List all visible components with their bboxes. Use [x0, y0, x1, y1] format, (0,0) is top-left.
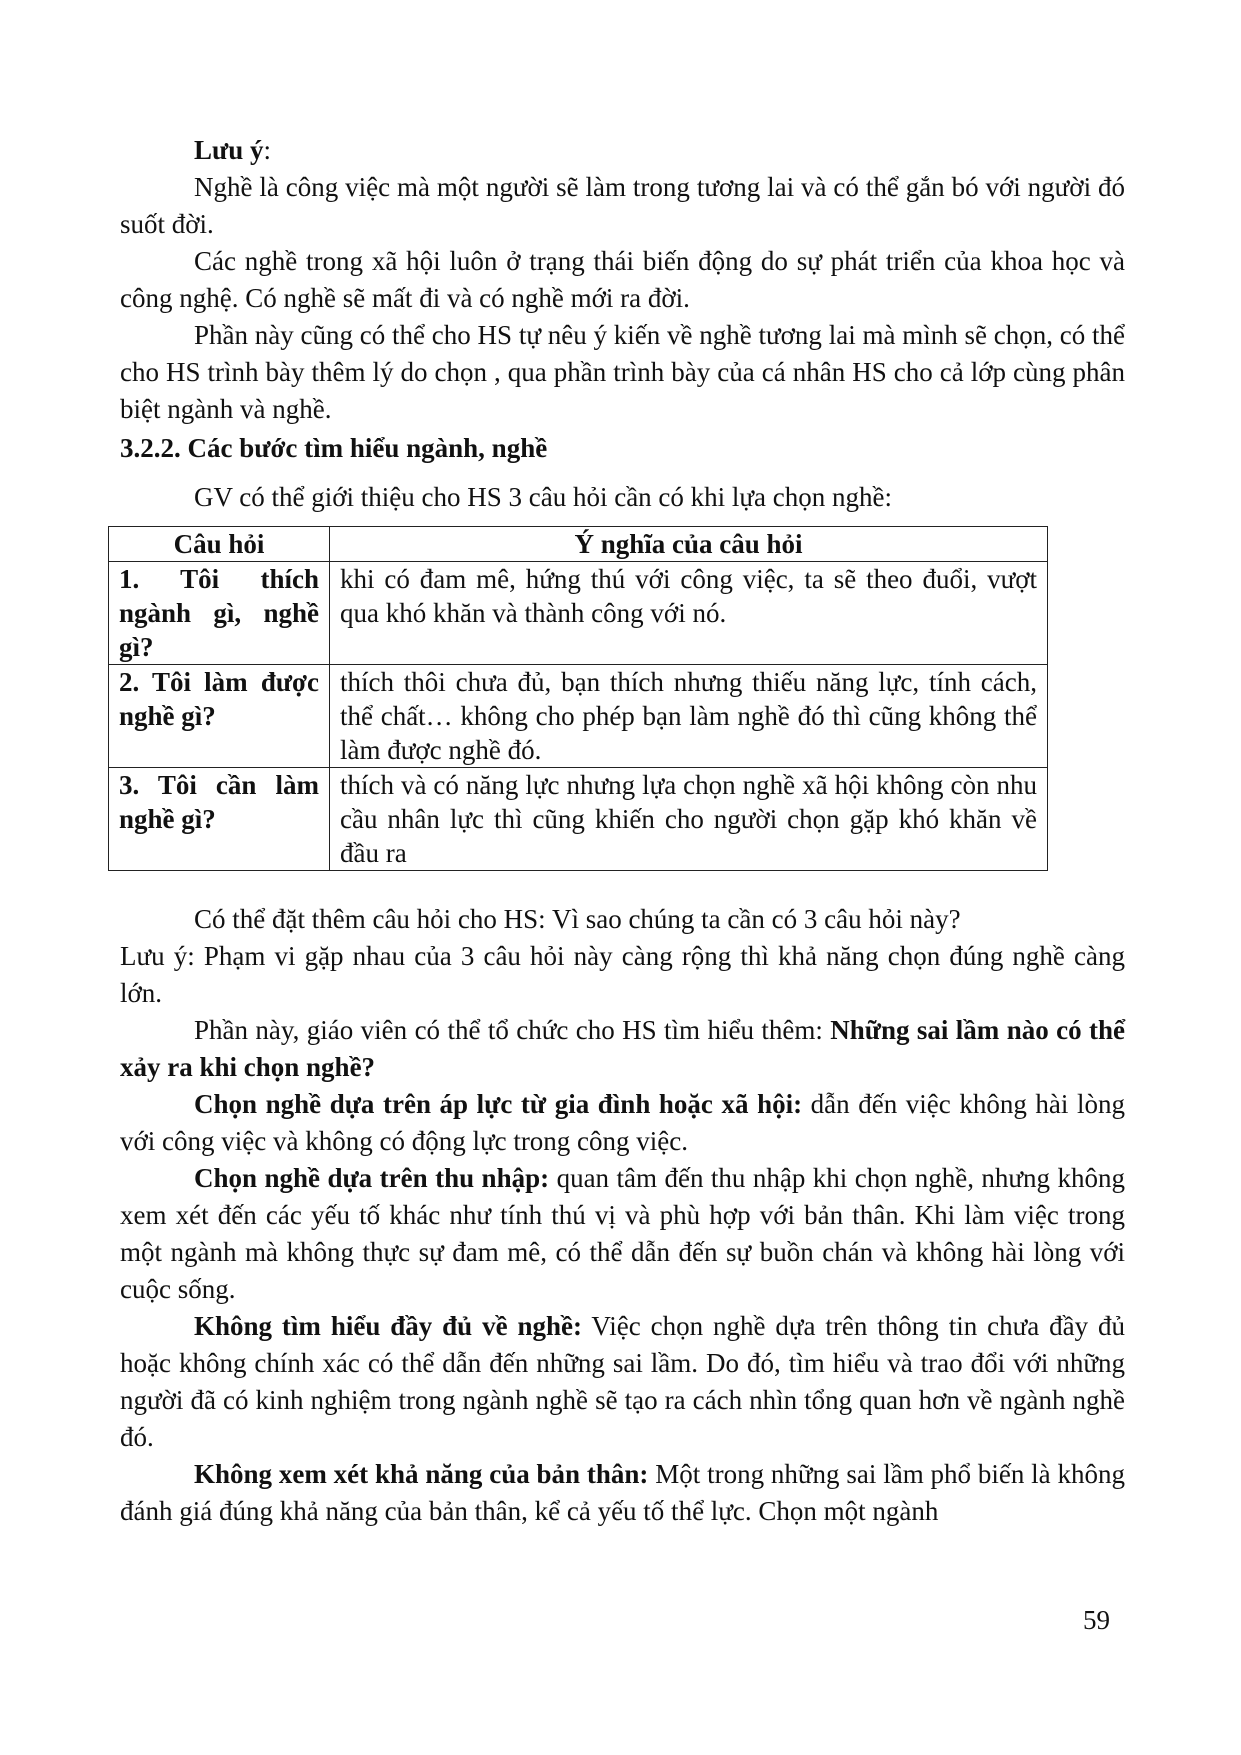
table-cell-question: 2. Tôi làm được nghề gì?	[109, 665, 330, 768]
section-intro: GV có thể giới thiệu cho HS 3 câu hỏi cần có khi lựa chọn nghề:	[194, 482, 893, 512]
table-cell-meaning: khi có đam mê, hứng thú với công việc, ta sẽ theo đuổi, vượt qua khó khăn và thành công với nó.	[330, 562, 1048, 665]
section-heading: 3.2.2. Các bước tìm hiểu ngành, nghề	[120, 433, 548, 463]
mistake-item	[120, 1086, 1125, 1160]
table-row	[109, 768, 1048, 871]
note-2: Lưu ý: Phạm vi gặp nhau của 3 câu hỏi này càng rộng thì khả năng chọn đúng nghề càng lớn.	[120, 941, 1125, 1008]
page-number: 59	[1083, 1605, 1110, 1635]
table-cell-meaning: thích thôi chưa đủ, bạn thích nhưng thiếu năng lực, tính cách, thể chất… không cho phép bạn làm nghề đó thì cũng không thể làm được nghề đó.	[330, 665, 1048, 768]
table-header-row	[109, 527, 1048, 562]
mistake-text: Việc chọn nghề dựa trên thông tin chưa đầy đủ hoặc không chính xác có thể dẫn đến những sai lầm. Do đó, tìm hiểu và trao đổi với những người đã có kinh nghiệm trong ngành nghề sẽ tạo ra cách nhìn tổng quan hơn về ngành nghề đó.	[120, 1311, 1125, 1452]
note-title-line	[120, 132, 1125, 169]
extra-question: Có thể đặt thêm câu hỏi cho HS: Vì sao chúng ta cần có 3 câu hỏi này?	[194, 904, 961, 934]
mistake-item	[120, 1308, 1125, 1456]
table-header-question: Câu hỏi	[109, 527, 330, 562]
mistakes-intro-text: Phần này, giáo viên có thể tổ chức cho HS tìm hiểu thêm:	[194, 1015, 831, 1045]
note-title: Lưu ý	[194, 135, 264, 165]
mistake-item	[120, 1456, 1125, 1530]
mistake-text: dẫn đến việc không hài lòng với công việc và không có động lực trong công việc.	[120, 1089, 1125, 1156]
note-colon: :	[263, 135, 271, 165]
note-paragraph-1: Nghề là công việc mà một người sẽ làm trong tương lai và có thể gắn bó với người đó suốt đời.	[120, 172, 1125, 239]
mistake-label: Không tìm hiểu đầy đủ về nghề:	[194, 1311, 582, 1341]
table-cell-meaning: thích và có năng lực nhưng lựa chọn nghề xã hội không còn nhu cầu nhân lực thì cũng khiến cho người chọn gặp khó khăn về đầu ra	[330, 768, 1048, 871]
mistake-text: quan tâm đến thu nhập khi chọn nghề, nhưng không xem xét đến các yếu tố khác như tính thú vị và phù hợp với bản thân. Khi làm việc trong một ngành mà không thực sự đam mê, có thể dẫn đến sự buồn chán và không hài lòng với cuộc sống.	[120, 1163, 1125, 1304]
mistake-label: Không xem xét khả năng của bản thân:	[194, 1459, 649, 1489]
mistake-label: Chọn nghề dựa trên áp lực từ gia đình hoặc xã hội:	[194, 1089, 803, 1119]
mistakes-intro	[120, 1012, 1125, 1086]
table-row	[109, 665, 1048, 768]
note-paragraph-3: Phần này cũng có thể cho HS tự nêu ý kiến về nghề tương lai mà mình sẽ chọn, có thể cho HS trình bày thêm lý do chọn , qua phần trình bày của cá nhân HS cho cả lớp cùng phân biệt ngành và nghề.	[120, 320, 1125, 424]
questions-table	[108, 526, 1048, 871]
mistakes-intro-bold: Những sai lầm nào có thể xảy ra khi chọn nghề?	[120, 1015, 1125, 1082]
note-paragraph-2: Các nghề trong xã hội luôn ở trạng thái biến động do sự phát triển của khoa học và công nghệ. Có nghề sẽ mất đi và có nghề mới ra đời.	[120, 246, 1125, 313]
table-cell-question: 1. Tôi thích ngành gì, nghề gì?	[109, 562, 330, 665]
mistake-item	[120, 1160, 1125, 1308]
mistake-text: Một trong những sai lầm phổ biến là không đánh giá đúng khả năng của bản thân, kể cả yếu tố thể lực. Chọn một ngành	[120, 1459, 1125, 1526]
mistake-label: Chọn nghề dựa trên thu nhập:	[194, 1163, 550, 1193]
table-row	[109, 562, 1048, 665]
table-cell-question: 3. Tôi cần làm nghề gì?	[109, 768, 330, 871]
page-content	[120, 132, 1125, 1530]
table-header-meaning: Ý nghĩa của câu hỏi	[330, 527, 1048, 562]
